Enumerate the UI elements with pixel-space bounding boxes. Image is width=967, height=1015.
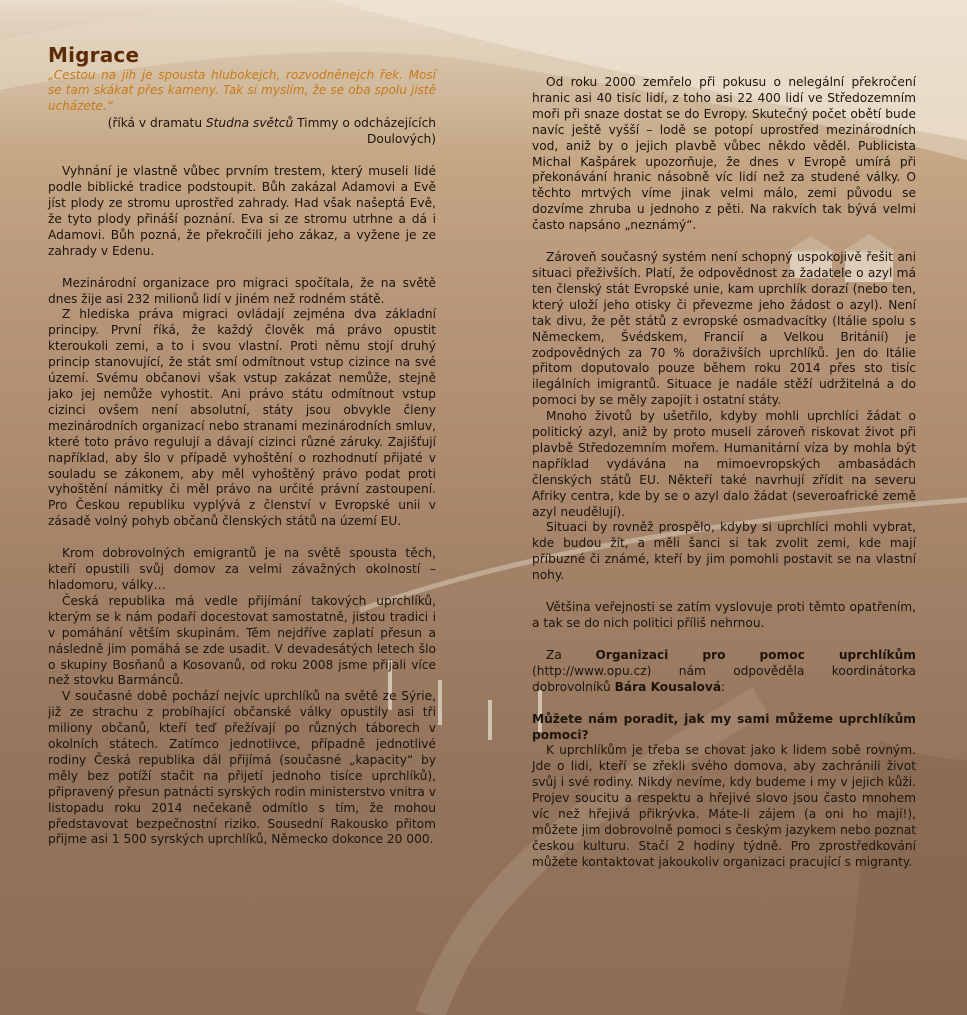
left-column xyxy=(48,43,436,848)
intro-post: : xyxy=(721,679,726,694)
paragraph: Situaci by rovněž prospělo, kdyby si uprchlíci mohli vybrat, kde budou žít, a měli šanci si tak zvolit zemi, kde mají příbuzné či známé, kteří by jim pomohli postavit se na vlastní nohy. xyxy=(532,520,916,583)
intro-mid: (http://www.opu.cz) nám odpověděla koordinátorka dobrovolníků xyxy=(532,663,916,694)
paragraph: Česká republika má vedle přijímání takových uprchlíků, kterým se k nám podaří docestovat samostatně, jistou tradici i v pomáhání větším skupinám. Těm nejdříve zaplatí přesun a následně jim pomáhá se zde usadit. V devadesátých letech šlo o skupiny Bosňanů a Kosovanů, od roku 2008 jsme přijali více než stovku Barmánců. xyxy=(48,593,436,688)
paragraph: Zároveň současný systém není schopný uspokojivě řešit ani situaci přeživších. Platí, že odpovědnost za žadatele o azyl má ten členský stát Evropské unie, kam uprchlík dorazí (nebo ten, který uloží jeho otisky či převezme jeho žádost o azyl). Není tak divu, že pět států z evropské osmadvacítky (Itálie spolu s Německem, Švédskem, Francií a Velkou Británií) je zodpovědných za 70 % doraživších uprchlíků. Jen do Itálie přitom doputovalo pouze během roku 2014 přes sto tisíc ilegálních imigrantů. Situace je nadále stěží udržitelná a do pomoci by se měly zapojit i ostatní státy. xyxy=(532,250,916,408)
organization-name: Organizaci pro pomoc uprchlíkům xyxy=(595,647,916,662)
attrib-work: Studna světců xyxy=(205,116,294,131)
paragraph: Většina veřejnosti se zatím vyslovuje proti těmto opatřením, a tak se do nich politici příliš nehrnou. xyxy=(532,600,916,630)
intro-pre: Za xyxy=(546,647,596,662)
interview-answer: K uprchlíkům je třeba se chovat jako k lidem sobě rovným. Jde o lidi, kteří se zřekli svého domova, aby zachránili život svůj i své rodiny. Nikdy nevíme, kdy budeme i my v jejich kůži. Projev soucitu a respektu a hřejivé slovo jsou často mnohem víc než hřejivá přikrývka. Máte-li zájem (a oni ho mají!), můžete jim dobrovolně pomoci s českým jazykem nebo poznat českou kulturu. Stačí 2 hodiny týdně. Pro zprostředkování můžete kontaktovat jakoukoliv organizaci pracující s migranty. xyxy=(532,743,916,869)
right-column xyxy=(532,75,916,871)
paragraph: Krom dobrovolných emigrantů je na světě spousta těch, kteří opustili svůj domov za velmi závažných okolností – hladomoru, války… xyxy=(48,546,436,592)
article-title: Migrace xyxy=(48,43,140,67)
paragraph: Vyhnání je vlastně vůbec prvním trestem, který museli lidé podle biblické tradice podstoupit. Bůh zakázal Adamovi a Evě jíst plody ze stromu uprostřed zahrady. Had však našeptá Evě, že tyto plody přináší poznání. Eva si ze stromu utrhne a dá i Adamovi. Bůh pozná, že překročili jeho zákaz, a vyžene je ze zahrady v Edenu. xyxy=(48,164,436,258)
interview-question: Můžete nám poradit, jak my sami můžeme uprchlíkům pomoci? xyxy=(532,711,916,742)
attrib-after: Timmy o odcházejících Doulových) xyxy=(293,116,436,147)
attrib-before: (říká v dramatu xyxy=(107,116,206,131)
coordinator-name: Bára Kousalová xyxy=(614,679,722,694)
paragraph: Od roku 2000 zemřelo při pokusu o nelegální překročení hranic asi 40 tisíc lidí, z toho asi 22 400 lidí ve Středozemním moři při snaze dostat se do Evropy. Skutečný počet obětí bude navíc ještě vyšší – lodě se potopí uprostřed mezinárodních vod, aniž by o jejich plavbě vůbec někdo věděl. Publicista Michal Kašpárek upozorňuje, že dnes v Evropě umírá při překonávání hranic násobně víc lidí než za studené války. O těchto mrtvých víme jinak velmi málo, zemi původu se dozvíme zhruba u jednoho z pěti. Na rakvích tak bývá velmi často napsáno „neznámý“. xyxy=(532,75,916,233)
paragraph: Mnoho životů by ušetřilo, kdyby mohli uprchlíci žádat o politický azyl, aniž by proto museli zároveň riskovat život při plavbě Středozemním mořem. Humanitární víza by mohla být například vydávána na mimoevropských ambasádách členských států EU. Někteří také navrhují zřídit na severu Afriky centra, kde by se o azyl dalo žádat (severoafrické země azyl neudělují). xyxy=(532,409,916,519)
interview-intro xyxy=(532,648,916,696)
paragraph: Mezinárodní organizace pro migraci spočítala, že na světě dnes žije asi 232 milionů lidí v jiném než rodném státě. xyxy=(48,275,436,306)
paragraph: V současné době pochází nejvíc uprchlíků na světě ze Sýrie, již ze strachu z probíhající občanské války opustily asi tři miliony občanů, kteří teď přežívají po různých táborech v okolních státech. Zatímco jednotlivce, případně jednotlivé rodiny Česká republika dál přijímá (současné „kapacity“ by měly bez potíží stačit na přijetí jednoho tisíce uprchlíků), připravený přesun patnácti syrských rodin ministerstvo vnitra v listopadu roku 2014 nečekaně odmítlo s tím, že mohou představovat bezpečnostní riziko. Sousední Rakousko přitom přijme asi 1 500 syrských uprchlíků, Německo dokonce 20 000. xyxy=(48,689,436,847)
quote-attribution xyxy=(48,116,436,148)
paragraph: Z hlediska práva migraci ovládají zejména dva základní principy. První říká, že každý člověk má právo opustit kteroukoli zemi, a to i svou vlastní. Proti němu stojí druhý princip stanovující, že stát smí odmítnout vstup cizince na své území. Svému občanovi však vstup zakázat nemůže, stejně jako jej nemůže vyhostit. Ani právo státu odmítnout vstup cizinci ovšem není absolutní, státy jsou obvykle členy mezinárodních organizací nebo stranami mezinárodních smluv, které toto právo regulují a dávají cizinci různé záruky. Zajišťují například, aby šlo v případě vyhoštění o rozhodnutí přijaté v souladu se zákonem, aby měl vyhoštěný právo podat proti vyhoštění námitky či měl právo na určité právní zastoupení. Pro Českou republiku vyplývá z členství v Evropské unii v zásadě volný pohyb občanů členských států na území EU. xyxy=(48,307,436,529)
opening-quote: „Cestou na jih je spousta hlubokejch, rozvodněnejch řek. Mosí se tam skákat přes kameny. Tak si myslím, že se oba spolu jistě ucházete.“ xyxy=(48,67,436,113)
